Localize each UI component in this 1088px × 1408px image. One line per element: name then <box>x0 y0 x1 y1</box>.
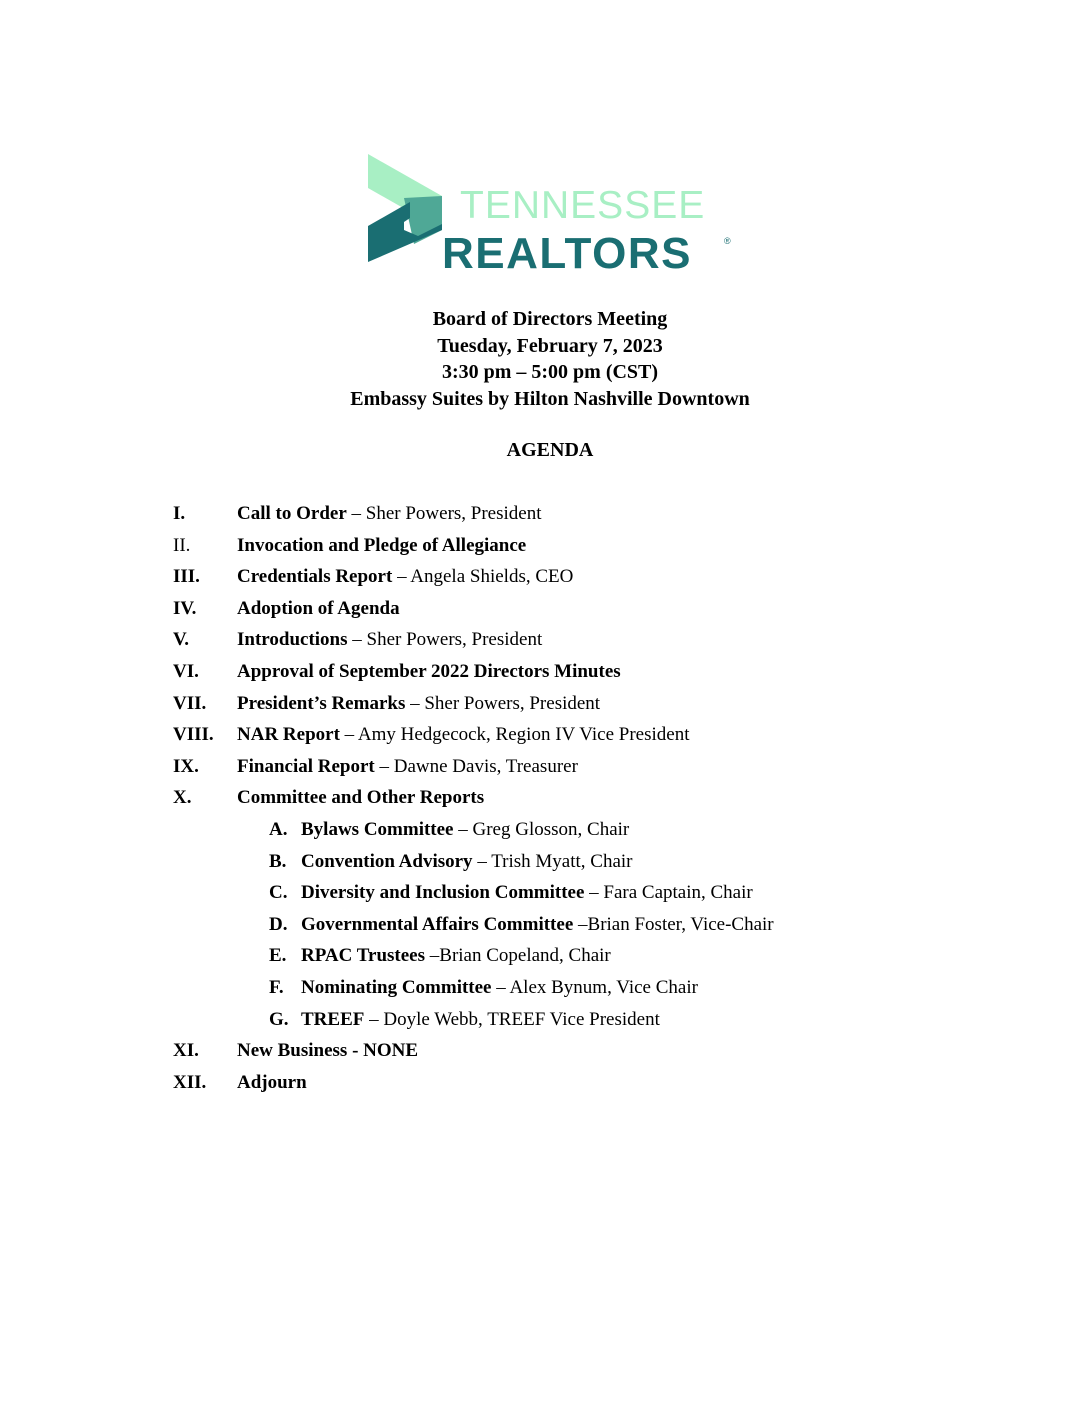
agenda-list <box>173 500 933 1100</box>
committee-item-detail: – Fara Captain, Chair <box>584 882 753 904</box>
agenda-item-4 <box>173 595 933 627</box>
agenda-item-title: Adoption of Agenda <box>237 597 400 619</box>
agenda-item-detail: – Sher Powers, President <box>347 629 543 651</box>
committee-item-letter: C. <box>269 882 288 904</box>
committee-item-letter: F. <box>269 976 284 998</box>
agenda-item-2 <box>173 532 933 564</box>
agenda-item-11 <box>173 1037 933 1069</box>
agenda-item-number: I. <box>173 503 186 524</box>
committee-item-letter: E. <box>269 945 287 967</box>
agenda-item-title: New Business - NONE <box>237 1040 419 1062</box>
committee-item-title: Nominating Committee <box>301 976 492 998</box>
committee-item-title: Diversity and Inclusion Committee <box>301 882 585 904</box>
committee-item-title: Convention Advisory <box>301 850 473 872</box>
logo-registered-mark: ® <box>724 236 731 246</box>
chevron-logo-icon <box>366 152 446 266</box>
committee-item-detail: – Trish Myatt, Chair <box>472 850 633 872</box>
agenda-item-5 <box>173 626 933 658</box>
committee-item-title: Bylaws Committee <box>301 818 454 840</box>
agenda-item-number: VI. <box>173 660 199 682</box>
committee-item-letter: G. <box>269 1008 289 1030</box>
committee-item-letter: D. <box>269 913 288 935</box>
agenda-item-title: President’s Remarks <box>237 692 406 714</box>
committee-item-detail: –Brian Foster, Vice-Chair <box>573 913 774 935</box>
committee-item-e <box>173 942 933 974</box>
committee-item-detail: – Greg Glosson, Chair <box>453 818 630 840</box>
agenda-item-detail: – Sher Powers, President <box>405 692 601 714</box>
agenda-item-detail: – Sher Powers, President <box>346 503 542 524</box>
agenda-item-title: NAR Report <box>237 724 340 746</box>
agenda-heading: AGENDA <box>506 439 594 461</box>
meeting-date: Tuesday, February 7, 2023 <box>437 334 663 357</box>
committee-item-d <box>173 911 933 943</box>
committee-item-f <box>173 974 933 1006</box>
committee-item-b <box>173 848 933 880</box>
committee-item-title: TREEF <box>301 1008 365 1030</box>
agenda-item-title: Call to Order <box>237 503 347 524</box>
agenda-item-number: II. <box>173 534 191 556</box>
committee-item-c <box>173 879 933 911</box>
agenda-item-number: X. <box>173 787 192 809</box>
agenda-item-detail: – Dawne Davis, Treasurer <box>374 755 578 777</box>
tennessee-realtors-logo <box>366 152 736 276</box>
agenda-item-12 <box>173 1069 933 1101</box>
agenda-item-8 <box>173 721 933 753</box>
agenda-item-title: Credentials Report <box>237 566 393 588</box>
committee-item-letter: B. <box>269 850 287 872</box>
meeting-header <box>0 306 1088 412</box>
committee-item-detail: – Alex Bynum, Vice Chair <box>491 976 698 998</box>
committee-item-a <box>173 816 933 848</box>
agenda-item-number: IX. <box>173 755 199 777</box>
agenda-item-title: Financial Report <box>237 755 375 777</box>
agenda-item-3 <box>173 563 933 595</box>
committee-item-g <box>173 1006 933 1038</box>
agenda-item-7 <box>173 690 933 722</box>
logo-word-tennessee: TENNESSEE <box>460 184 706 227</box>
committee-item-letter: A. <box>269 818 288 840</box>
agenda-item-title: Introductions <box>237 629 348 651</box>
agenda-item-9 <box>173 753 933 785</box>
meeting-time: 3:30 pm – 5:00 pm (CST) <box>441 361 659 384</box>
agenda-item-number: XI. <box>173 1040 199 1062</box>
meeting-location: Embassy Suites by Hilton Nashville Downtown <box>350 387 750 410</box>
logo-word-realtors: REALTORS <box>442 229 692 278</box>
agenda-item-1 <box>173 500 933 532</box>
agenda-item-6 <box>173 658 933 690</box>
agenda-item-title: Approval of September 2022 Directors Minutes <box>237 660 621 682</box>
agenda-item-title: Committee and Other Reports <box>237 787 485 809</box>
agenda-item-title: Adjourn <box>237 1071 307 1093</box>
meeting-title: Board of Directors Meeting <box>432 308 668 330</box>
committee-item-title: Governmental Affairs Committee <box>301 913 574 935</box>
agenda-item-10 <box>173 784 933 816</box>
agenda-item-number: III. <box>173 566 200 588</box>
agenda-item-title: Invocation and Pledge of Allegiance <box>237 534 527 556</box>
committee-item-detail: – Doyle Webb, TREEF Vice President <box>364 1008 660 1030</box>
agenda-item-number: XII. <box>173 1071 207 1093</box>
agenda-item-number: V. <box>173 629 190 651</box>
committee-item-detail: –Brian Copeland, Chair <box>425 945 611 967</box>
agenda-item-detail: – Angela Shields, CEO <box>392 566 574 588</box>
agenda-item-number: IV. <box>173 597 197 619</box>
agenda-item-number: VIII. <box>173 724 214 746</box>
committee-item-title: RPAC Trustees <box>301 945 426 967</box>
agenda-item-number: VII. <box>173 692 207 714</box>
agenda-item-detail: – Amy Hedgecock, Region IV Vice President <box>339 724 690 746</box>
